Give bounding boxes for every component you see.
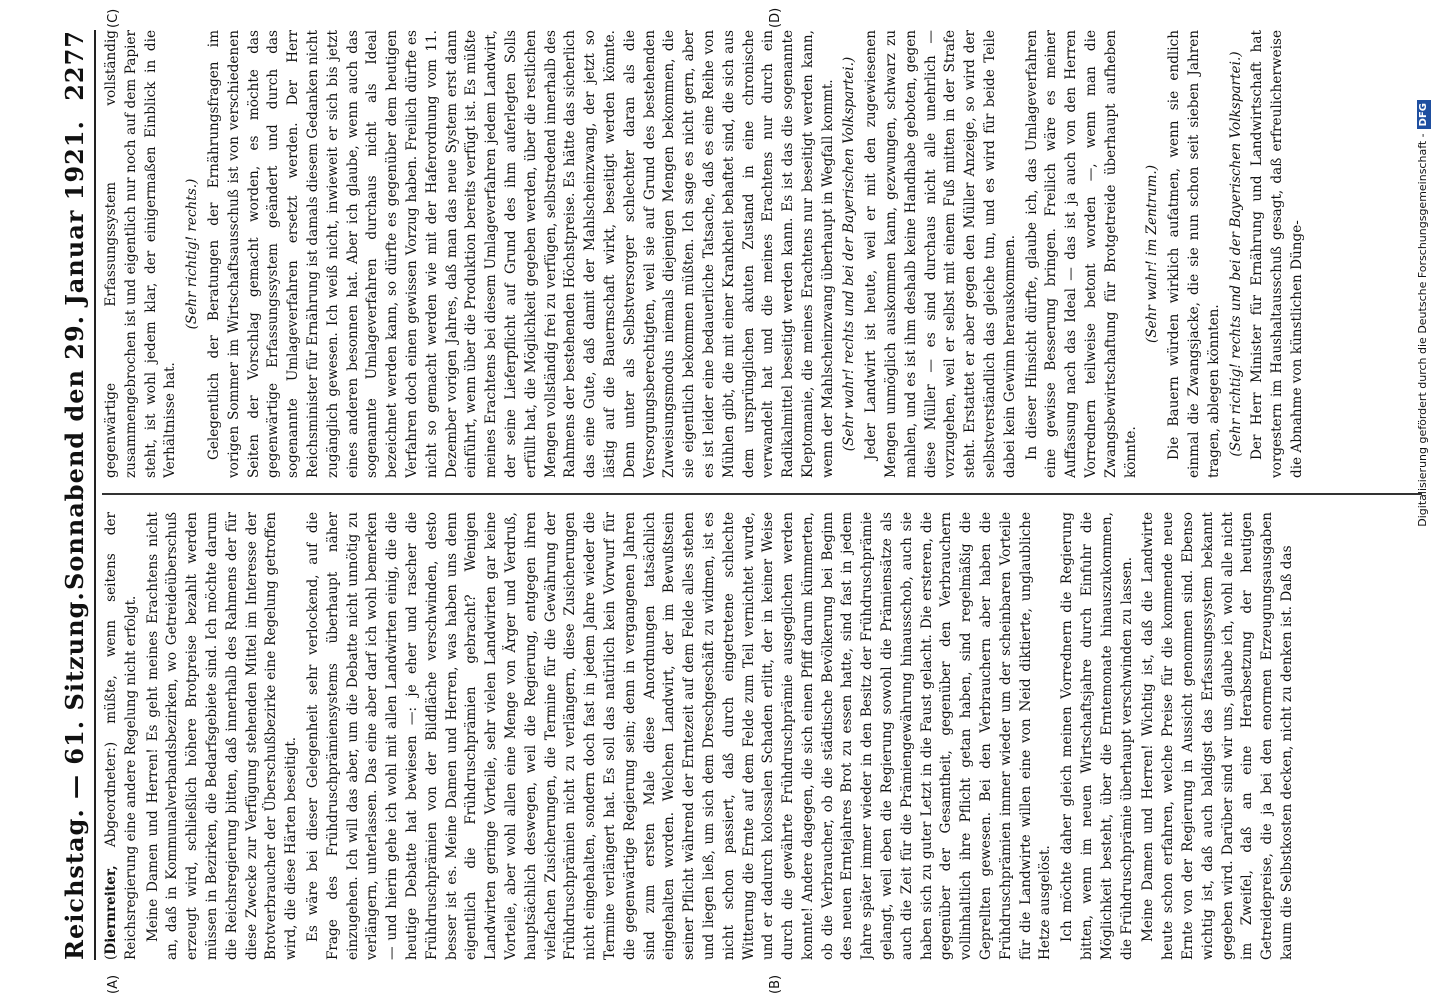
interjection: (Sehr richtig! rechts und bei der Bayerischen Volkspartei.) <box>1227 51 1244 457</box>
header-rule <box>94 30 96 960</box>
session-title: Reichstag. — 61. Sitzung. <box>60 591 89 960</box>
digitization-note <box>1412 100 1434 1000</box>
printed-page <box>46 0 1434 1000</box>
column-divider <box>102 494 1422 496</box>
paragraph: Meine Damen und Herren! Es geht meines Erachtens nicht an, daß in Kommunalverbandsbezirken, wo Getreideüberschuß erzeugt wird, schließlich höhere Brotpreise bezahlt werden müssen in Bezirken, die Bedarfsgebiete sind. Ich möchte darum die Reichsregierung bitten, daß innerhalb des Rahmens der für diese Zwecke zur Verfügung stehenden Mittel im Interesse der Brotverbraucher der Überschußbezirke eine Regelung getroffen wird, die diese Härten beseitigt. <box>144 512 300 960</box>
speaker-name: Diernreiter, <box>103 865 119 955</box>
dfg-logo: DFG <box>1417 100 1431 129</box>
paragraph: Der Herr Minister für Ernährung und Landwirtschaft hat vorgestern im Haushaltausschuß gesagt, daß erfreulicherweise die Abnahme von künstlichen Dünge- <box>1249 30 1306 478</box>
left-column <box>102 512 1434 960</box>
page-number: 2277 <box>60 30 89 101</box>
paragraph-text: müßte, wenn seitens der Reichsregierung eine andere Regelung nicht erfolgt. <box>103 512 139 960</box>
marker-c: (C) <box>106 8 121 28</box>
marker-d: (D) <box>768 7 783 28</box>
marker-a: (A) <box>106 974 121 994</box>
interjection: (Sehr wahr! im Zentrum.) <box>1144 164 1161 344</box>
speaker-role: Abgeordneter: <box>103 747 119 848</box>
marker-b: (B) <box>768 974 783 994</box>
interjection: (Sehr richtig! rechts.) <box>184 178 201 330</box>
paragraph: Meine Damen und Herren! Wichtig ist, daß die Landwirte heute schon erfahren, welche Preise für die kommende neue Ernte von der Regierung in Aussicht genommen sind. Ebenso wichtig ist, daß auch baldigst das Erfassungssystem bekannt gegeben wird. Darüber sind wir uns, glaube ich, wohl alle nicht im Zweifel, daß an eine Herabsetzung der heutigen Getreidepreise, die ja bei den enormen Erzeugungsausgaben kaum die Selbstkosten decken, nicht zu denken ist. Daß das <box>1140 512 1296 960</box>
digitization-sidebar <box>1412 0 1434 1000</box>
paragraph: Jeder Landwirt ist heute, weil er mit den zugewiesenen Mengen unmöglich auskommen kann, gezwungen, schwarz zu mahlen, und es ist ihm deshalb keine Handhabe geboten, gegen diese Müller — es sind durchaus nicht alle unehrlich — vorzugehen, weil er selbst mit einem Fuß mitten in der Strafe steht. Erstattet er aber gegen den Müller Anzeige, so wird der selbstverständlich das gleiche tun, und es wird für beide Teile dabei kein Gewinn herauskommen. <box>863 30 1018 478</box>
paragraph: gegenwärtige Erfassungssystem vollständig zusammengebrochen ist und eigentlich nur noch auf dem Papier steht, ist wohl jedem klar, der einigermaßen Einblick in die Verhältnisse hat. <box>103 30 179 478</box>
paragraph: (Diernreiter, Abgeordneter:) müßte, wenn seitens der Reichsregierung eine andere Regelung nicht erfolgt. <box>103 512 139 960</box>
paragraph: Gelegentlich der Beratungen der Ernährungsfragen im vorigen Sommer im Wirtschaftsausschuß ist von verschiedenen Seiten der Vorschlag gemacht worden, es möchte das gegenwärtige Erfassungssystem geändert und durch das sogenannte Umlageverfahren ersetzt werden. Der Herr Reichsminister für Ernährung ist damals diesem Gedanken nicht zugänglich gewesen. Ich weiß nicht, inwieweit er sich bis jetzt eines anderen besonnen hat. Aber ich glaube, wenn auch das sogenannte Umlageverfahren durchaus nicht als Ideal bezeichnet werden kann, so dürfte es gegenüber dem heutigen Verfahren doch einen gewissen Vorzug haben. Freilich dürfte es nicht so gemacht werden wie mit der Haferordnung vom 11. Dezember vorigen Jahres, daß man das neue System erst dann einführt, wenn über die Produktion bereits verfügt ist. Es müßte meines Erachtens bei diesem Umlageverfahren jedem Landwirt, der seine Lieferpflicht auf Grund des ihm auferlegten Solls erfüllt hat, die Möglichkeit gegeben werden, über die restlichen Mengen vollständig frei zu verfügen, selbstredend innerhalb des Rahmens der bestehenden Höchstpreise. Es hätte das sicherlich das eine Gute, daß damit der Mahlscheinzwang, der jetzt so lästig auf die Bauernschaft wirkt, beseitigt werden könnte. Denn unter als Selbstversorger schlechter daran als die Versorgungsberechtigten, weil sie auf Grund des bestehenden Zuweisungsmodus niemals diejenigen Mengen bekommen, die sie eigentlich bekommen müßten. Ich sage es nicht gern, aber es ist leider eine bedauerliche Tatsache, daß es eine Reihe von Mühlen gibt, die mit einer Krankheit behaftet sind, die sich aus dem ursprünglichen akuten Zustand in eine chronische verwandelt hat und die meines Erachtens nur durch ein Radikalmittel beseitigt werden kann. Es ist das die sogenannte Kleptomanie, die meines Erachtens nur beseitigt werden kann, wenn der Mahlscheinzwang überhaupt in Wegfall kommt. <box>205 30 836 478</box>
digitization-text: Digitalisierung gefördert durch die Deutsche Forschungsgemeinschaft - <box>1416 133 1429 527</box>
paragraph: In dieser Hinsicht dürfte, glaube ich, das Umlageverfahren eine gewisse Besserung bringen. Freilich wäre es meiner Auffassung nach das Ideal — das ist ja auch von den Herren Vorrednern teilweise betont worden —, wenn man die Zwangsbewirtschaftung für Brotgetreide überhaupt aufheben könnte. <box>1023 30 1139 478</box>
paragraph: Es wäre bei dieser Gelegenheit sehr verlockend, auf die Frage des Frühdruschprämiensystems überhaupt näher einzugehen. Ich will das aber, um die Debatte nicht unnötig zu verlängern, unterlassen. Das eine aber darf ich wohl bemerken — und hierin gehe ich wohl mit allen Landwirten einig, die die heutige Debatte hat bewiesen —: je eher und rascher die Frühdruschprämien von der Bildfläche verschwinden, desto besser ist es. Meine Damen und Herren, was haben uns denn eigentlich die Frühdruschprämien gebracht? Wenigen Landwirten geringe Vorteile, sehr vielen Landwirten gar keine Vorteile, aber wohl allen eine Menge von Ärger und Verdruß, hauptsächlich deswegen, weil die Regierung, entgegen ihren vielfachen Zusicherungen, die Termine für die Gewährung der Frühdruschprämien nicht zu verlängern, diese Zusicherungen nicht eingehalten, sondern doch fast in jedem Jahre wieder die Termine verlängert hat. Es soll das natürlich kein Vorwurf für die gegenwärtige Regierung sein; denn in vergangenen Jahren sind zum ersten Male diese Anordnungen tatsächlich eingehalten worden. Welchen Landwirt, der im Bewußtsein seiner Pflicht während der Erntezeit auf dem Felde alles stehen und liegen ließ, um sich dem Dreschgeschäft zu widmen, ist es nicht schon passiert, daß durch eingetretene schlechte Witterung die Ernte auf dem Felde zum Teil vernichtet wurde, und er dadurch kolossalen Schaden erlitt, der in keiner Weise durch die gewährte Frühdruschprämie ausgeglichen werden konnte! Andere dagegen, die sich einen Pfiff darum kümmerten, ob die Verbraucher, ob die städtische Bevölkerung bei Beginn des neuen Erntejahres Brot zu essen hatte, sind fast in jedem Jahre später immer wieder in den Besitz der Frühdruschprämie gelangt, weil eben die Regierung sowohl die Prämiensätze als auch die Zeit für die Prämiengewährung hinausschob, auch sie haben sich zu guter Letzt in die Faust gelacht. Die ersteren, die gegenüber der Gesamtheit, gegenüber den Verbrauchern vollinhaltlich ihre Pflicht getan haben, sind regelmäßig die Geprellten gewesen. Bei den Verbrauchern aber haben die Frühdruschprämien immer wieder um der scheinbaren Vorteile für die Landwirte willen eine von Neid diktierte, unglaubliche Hetze ausgelöst. <box>304 512 1054 960</box>
paragraph: Ich möchte daher gleich meinen Vorrednern die Regierung bitten, wenn im neuen Wirtschaftsjahre durch Einfuhr die Möglichkeit besteht, über die Erntemonate hinauszukommen, die Frühdruschprämie überhaupt verschwinden zu lassen. <box>1059 512 1135 960</box>
right-column <box>102 30 1434 478</box>
paragraph: Die Bauern würden wirklich aufatmen, wenn sie endlich einmal die Zwangsjacke, die sie nun schon seit sieben Jahren tragen, ablegen könnten. <box>1166 30 1222 478</box>
interjection: (Sehr wahr! rechts und bei der Bayerischen Volkspartei.) <box>841 56 858 452</box>
session-date: Sonnabend den 29. Januar 1921. <box>60 120 89 590</box>
page-header <box>54 30 94 960</box>
